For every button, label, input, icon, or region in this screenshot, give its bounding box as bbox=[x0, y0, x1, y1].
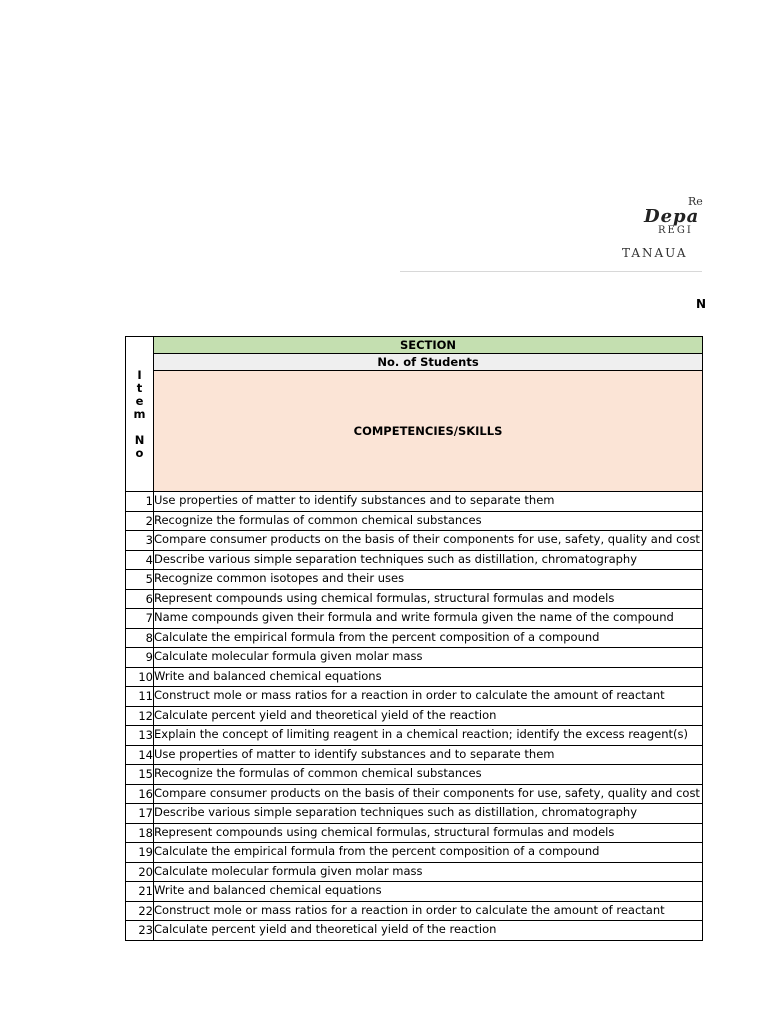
item-number: 3 bbox=[126, 531, 154, 551]
table-row bbox=[126, 882, 703, 902]
table-row bbox=[126, 843, 703, 863]
section-row bbox=[126, 337, 703, 354]
table-row bbox=[126, 706, 703, 726]
item-number: 21 bbox=[126, 882, 154, 902]
table-row bbox=[126, 823, 703, 843]
item-number: 2 bbox=[126, 511, 154, 531]
item-number: 14 bbox=[126, 745, 154, 765]
competency-text: Compare consumer products on the basis of their components for use, safety, quality and cost bbox=[154, 531, 703, 551]
item-number: 20 bbox=[126, 862, 154, 882]
competencies-table bbox=[125, 336, 703, 941]
competency-text: Use properties of matter to identify substances and to separate them bbox=[154, 745, 703, 765]
table-row bbox=[126, 628, 703, 648]
competencies-header: COMPETENCIES/SKILLS bbox=[154, 371, 703, 492]
item-no-header: I t e m N o bbox=[126, 337, 154, 492]
letterhead-line-1: Re bbox=[688, 195, 703, 208]
item-number: 13 bbox=[126, 726, 154, 746]
item-number: 5 bbox=[126, 570, 154, 590]
competency-text: Calculate percent yield and theoretical yield of the reaction bbox=[154, 921, 703, 941]
table-row bbox=[126, 745, 703, 765]
table-row bbox=[126, 804, 703, 824]
table-row bbox=[126, 492, 703, 512]
competency-text: Explain the concept of limiting reagent in a chemical reaction; identify the excess reagent(s) bbox=[154, 726, 703, 746]
table-row bbox=[126, 511, 703, 531]
competency-text: Calculate molecular formula given molar mass bbox=[154, 862, 703, 882]
table-row bbox=[126, 862, 703, 882]
section-header: SECTION bbox=[154, 337, 703, 354]
table-row bbox=[126, 687, 703, 707]
competency-text: Construct mole or mass ratios for a reaction in order to calculate the amount of reactant bbox=[154, 901, 703, 921]
table-row bbox=[126, 667, 703, 687]
competency-text: Use properties of matter to identify substances and to separate them bbox=[154, 492, 703, 512]
table-row bbox=[126, 589, 703, 609]
item-number: 1 bbox=[126, 492, 154, 512]
competency-text: Name compounds given their formula and write formula given the name of the compound bbox=[154, 609, 703, 629]
competency-text: Represent compounds using chemical formulas, structural formulas and models bbox=[154, 589, 703, 609]
item-number: 18 bbox=[126, 823, 154, 843]
item-number: 10 bbox=[126, 667, 154, 687]
students-row bbox=[126, 354, 703, 371]
competency-text: Calculate percent yield and theoretical yield of the reaction bbox=[154, 706, 703, 726]
competency-text: Calculate the empirical formula from the percent composition of a compound bbox=[154, 843, 703, 863]
competency-text: Calculate molecular formula given molar mass bbox=[154, 648, 703, 668]
item-number: 12 bbox=[126, 706, 154, 726]
competency-text: Construct mole or mass ratios for a reaction in order to calculate the amount of reactant bbox=[154, 687, 703, 707]
item-number: 23 bbox=[126, 921, 154, 941]
table-row bbox=[126, 550, 703, 570]
item-number: 17 bbox=[126, 804, 154, 824]
competency-text: Represent compounds using chemical formulas, structural formulas and models bbox=[154, 823, 703, 843]
table-row bbox=[126, 609, 703, 629]
document-heading-fragment: N bbox=[696, 297, 707, 311]
table-row bbox=[126, 570, 703, 590]
item-number: 6 bbox=[126, 589, 154, 609]
competency-text: Recognize the formulas of common chemical substances bbox=[154, 765, 703, 785]
competency-text: Write and balanced chemical equations bbox=[154, 667, 703, 687]
competency-rows bbox=[126, 492, 703, 941]
letterhead-region: REGI bbox=[658, 225, 693, 236]
item-number: 22 bbox=[126, 901, 154, 921]
item-number: 9 bbox=[126, 648, 154, 668]
item-number: 15 bbox=[126, 765, 154, 785]
competency-text: Calculate the empirical formula from the percent composition of a compound bbox=[154, 628, 703, 648]
table-row bbox=[126, 921, 703, 941]
competency-text: Write and balanced chemical equations bbox=[154, 882, 703, 902]
table-row bbox=[126, 784, 703, 804]
table-row bbox=[126, 726, 703, 746]
competency-text: Recognize the formulas of common chemical substances bbox=[154, 511, 703, 531]
letterhead-divider bbox=[400, 271, 702, 272]
competency-text: Describe various simple separation techniques such as distillation, chromatography bbox=[154, 550, 703, 570]
competency-text: Recognize common isotopes and their uses bbox=[154, 570, 703, 590]
competency-text: Compare consumer products on the basis of their components for use, safety, quality and cost bbox=[154, 784, 703, 804]
item-number: 16 bbox=[126, 784, 154, 804]
letterhead bbox=[0, 0, 707, 320]
table-row bbox=[126, 531, 703, 551]
letterhead-department-title: Depa bbox=[644, 206, 700, 227]
competency-text: Describe various simple separation techniques such as distillation, chromatography bbox=[154, 804, 703, 824]
item-number: 4 bbox=[126, 550, 154, 570]
table-row bbox=[126, 765, 703, 785]
item-number: 11 bbox=[126, 687, 154, 707]
letterhead-division: TANAUA bbox=[622, 246, 688, 260]
students-header: No. of Students bbox=[154, 354, 703, 371]
item-number: 19 bbox=[126, 843, 154, 863]
competencies-row bbox=[126, 371, 703, 492]
table-row bbox=[126, 648, 703, 668]
item-number: 8 bbox=[126, 628, 154, 648]
table-row bbox=[126, 901, 703, 921]
item-number: 7 bbox=[126, 609, 154, 629]
